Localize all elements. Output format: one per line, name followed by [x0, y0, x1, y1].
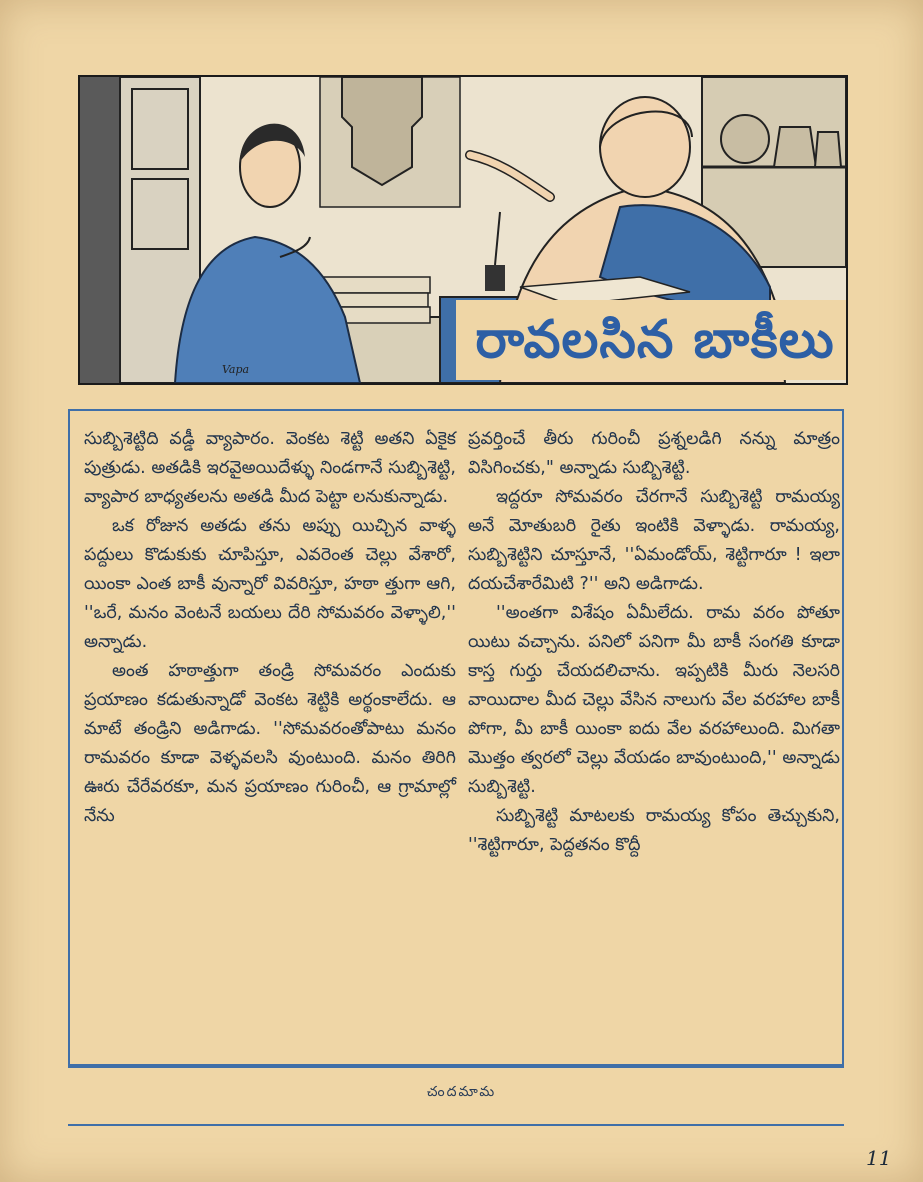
- story-text-frame: [68, 409, 844, 1066]
- artist-signature: Vapa: [222, 363, 250, 376]
- paragraph: ఇద్దరూ సోమవరం చేరగానే సుబ్బిశెట్టి రామయ్య అనే మోతుబరి రైతు ఇంటికి వెళ్ళాడు. రామయ్య, సుబ్బిశెట్టిని చూస్తూనే, ''ఏమండోయ్, శెట్టిగారూ ! ఇలా దయచేశారేమిటి ?'' అని అడిగాడు.: [468, 487, 840, 594]
- story-column-left: [84, 425, 456, 831]
- paragraph: ఒక రోజున అతడు తను అప్పు యిచ్చిన వాళ్ళ పద్దులు కొడుకుకు చూపిస్తూ, ఎవరెంత చెల్లు వేశారో, యింకా ఎంత బాకీ వున్నారో వివరిస్తూ, హఠా త్తుగా ఆగి, ''ఒరే, మనం వెంటనే బయలు దేరి సోమవరం వెళ్ళాలి,'' అన్నాడు.: [84, 516, 456, 652]
- paragraph: ప్రవర్తించే తీరు గురించీ ప్రశ్నలడిగి నన్ను మాత్రం విసిగించకు," అన్నాడు సుబ్బిశెట్టి.: [468, 429, 840, 478]
- story-title: రావలసిన బాకీలు: [475, 310, 835, 370]
- story-column-right: [468, 425, 840, 860]
- paragraph: సుబ్బిశెట్టి మాటలకు రామయ్య కోపం తెచ్చుకుని, ''శెట్టిగారూ, పెద్దతనం కొద్దీ: [468, 806, 840, 855]
- paragraph: అంత హఠాత్తుగా తండ్రి సోమవరం ఎందుకు ప్రయాణం కడుతున్నాడో వెంకట శెట్టికి అర్థంకాలేదు. ఆ మాటే తండ్రిని అడిగాడు. ''సోమవరంతోపాటు మనం రామవరం కూడా వెళ్ళవలసి వుంటుంది. మనం తిరిగి ఊరు చేరేవరకూ, మన ప్రయాణం గురించీ, ఆ గ్రామాల్లో నేను: [84, 661, 456, 826]
- page-number: 11: [866, 1146, 892, 1170]
- paragraph: సుబ్బిశెట్టిది వడ్డీ వ్యాపారం. వెంకట శెట్టి అతని ఏకైక పుత్రుడు. అతడికి ఇరవైఅయిదేళ్ళు నిండగానే సుబ్బిశెట్టి, వ్యాపార బాధ్యతలను అతడి మీద పెట్టా లనుకున్నాడు.: [84, 429, 456, 507]
- footer-divider: [68, 1124, 844, 1126]
- magazine-name: చందమామ: [426, 1084, 497, 1100]
- footer-divider-top: [68, 1066, 844, 1068]
- paragraph: ''అంతగా విశేషం ఏమీలేదు. రామ వరం పోతూ యిటు వచ్చాను. పనిలో పనిగా మీ బాకీ సంగతి కూడా కాస్త గుర్తు చేయదలిచాను. ఇప్పటికి మీరు నెలసరి వాయిదాల మీద చెల్లు వేసిన నాలుగు వేల వరహాల బాకీ పోగా, మీ బాకీ యింకా ఐదు వేల వరహాలుంది. మిగతా మొత్తం త్వరలో చెల్లు వేయడం బావుంటుంది,'' అన్నాడు సుబ్బిశెట్టి.: [468, 603, 840, 797]
